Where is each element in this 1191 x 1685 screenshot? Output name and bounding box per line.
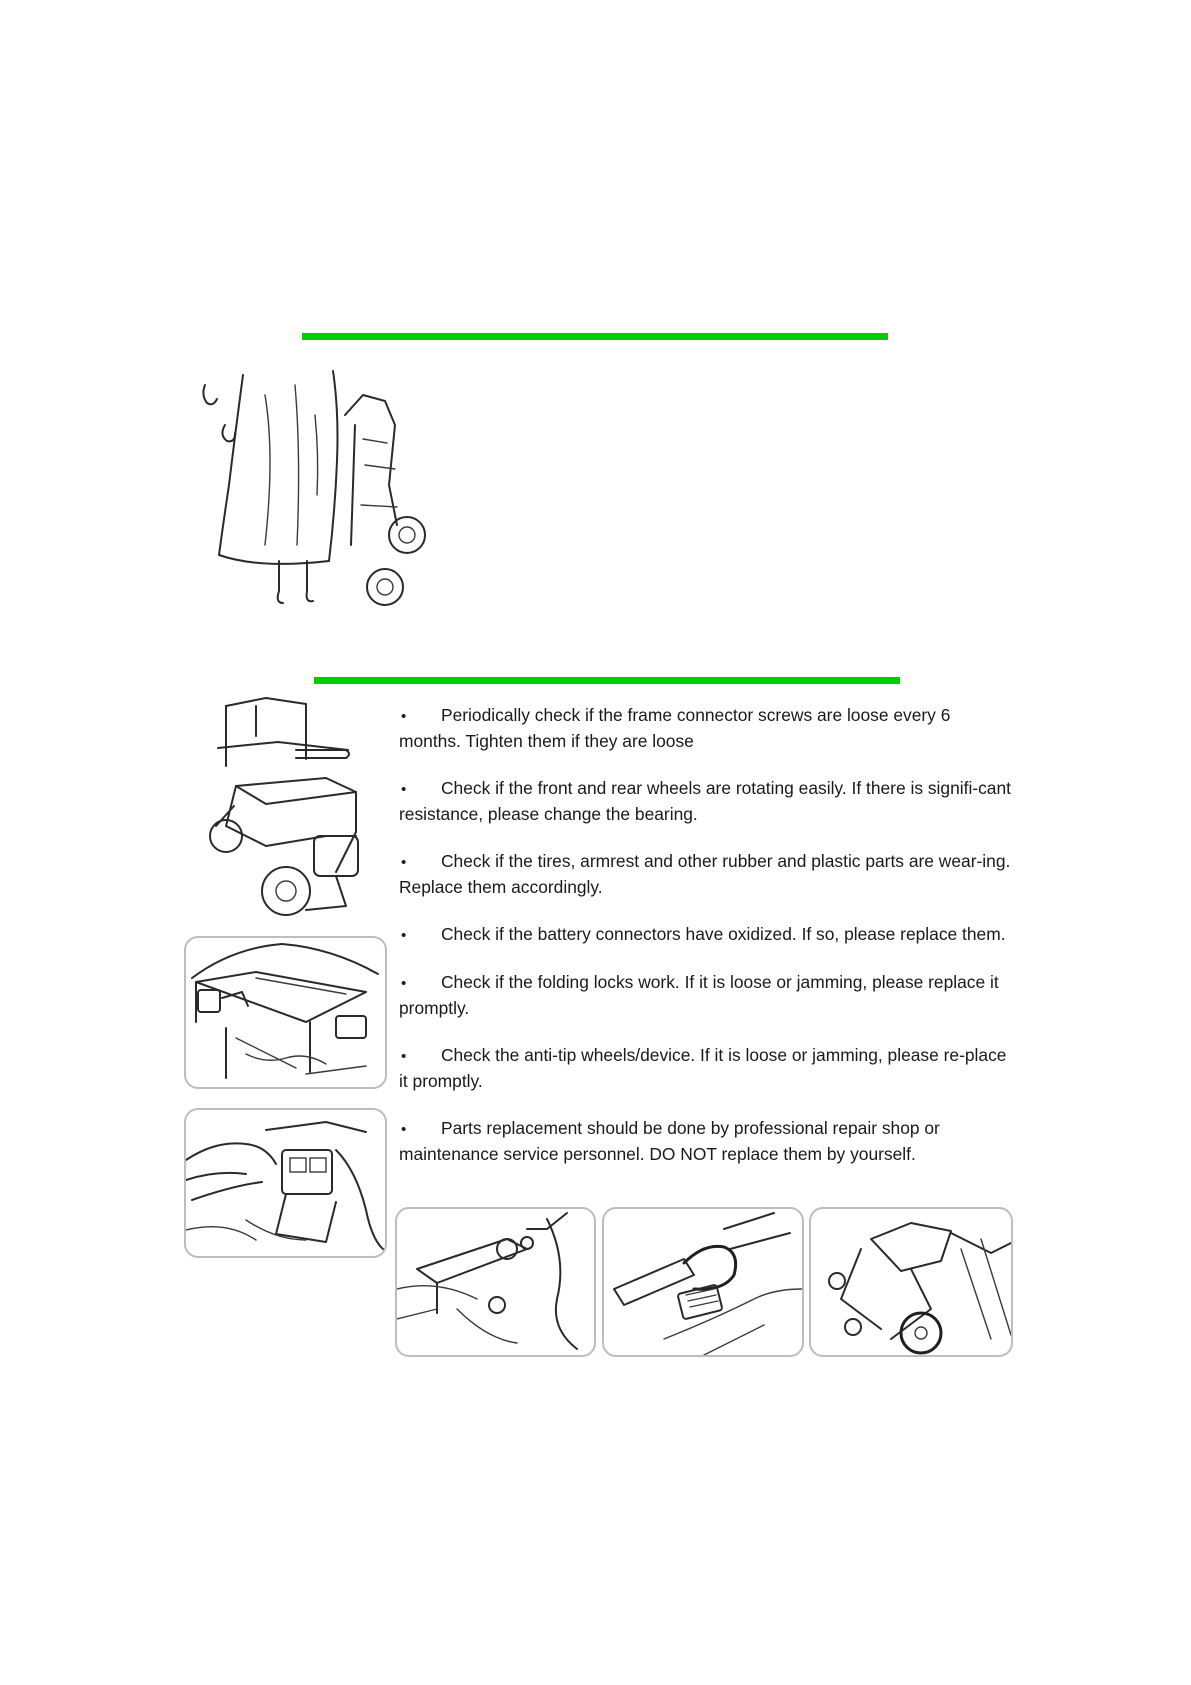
frame-screw-illustration: [395, 1207, 596, 1357]
list-item: [399, 1116, 1014, 1167]
bullet-icon: •: [401, 781, 407, 798]
list-item: [399, 1043, 1014, 1094]
list-item: [399, 849, 1014, 900]
list-item-text: Check the anti-tip wheels/device. If it is loose or jamming, please re-place it promptly.: [399, 1045, 1007, 1091]
list-item: [399, 922, 1014, 948]
folding-lock-illustration: [602, 1207, 804, 1357]
section-divider-top: [302, 333, 888, 340]
person-pulling-folded-wheelchair-illustration: [195, 355, 445, 610]
list-item: [399, 970, 1014, 1021]
maintenance-checklist: [399, 703, 1014, 1189]
bullet-icon: •: [401, 1048, 407, 1065]
list-item: [399, 776, 1014, 827]
list-item-text: Check if the front and rear wheels are rotating easily. If there is signifi-cant resistance, please change the bearing.: [399, 778, 1011, 824]
bullet-icon: •: [401, 1121, 407, 1138]
list-item-text: Check if the tires, armrest and other rubber and plastic parts are wear-ing. Replace them accordingly.: [399, 851, 1011, 897]
bullet-icon: •: [401, 975, 407, 992]
list-item-text: Parts replacement should be done by professional repair shop or maintenance service personnel. DO NOT replace them by yourself.: [399, 1118, 940, 1164]
bullet-icon: •: [401, 708, 407, 725]
wheelchair-overview-illustration: [196, 686, 391, 926]
battery-connector-illustration: [184, 1108, 387, 1258]
list-item-text: Periodically check if the frame connector screws are loose every 6 months. Tighten them if they are loose: [399, 705, 951, 751]
battery-tray-illustration: [184, 936, 387, 1089]
bullet-icon: •: [401, 927, 407, 944]
section-divider-maintenance: [314, 677, 900, 684]
bullet-icon: •: [401, 854, 407, 871]
list-item-text: Check if the folding locks work. If it is loose or jamming, please replace it promptly.: [399, 972, 999, 1018]
anti-tip-wheel-illustration: [809, 1207, 1013, 1357]
list-item: [399, 703, 1014, 754]
list-item-text: Check if the battery connectors have oxidized. If so, please replace them.: [441, 924, 1006, 944]
